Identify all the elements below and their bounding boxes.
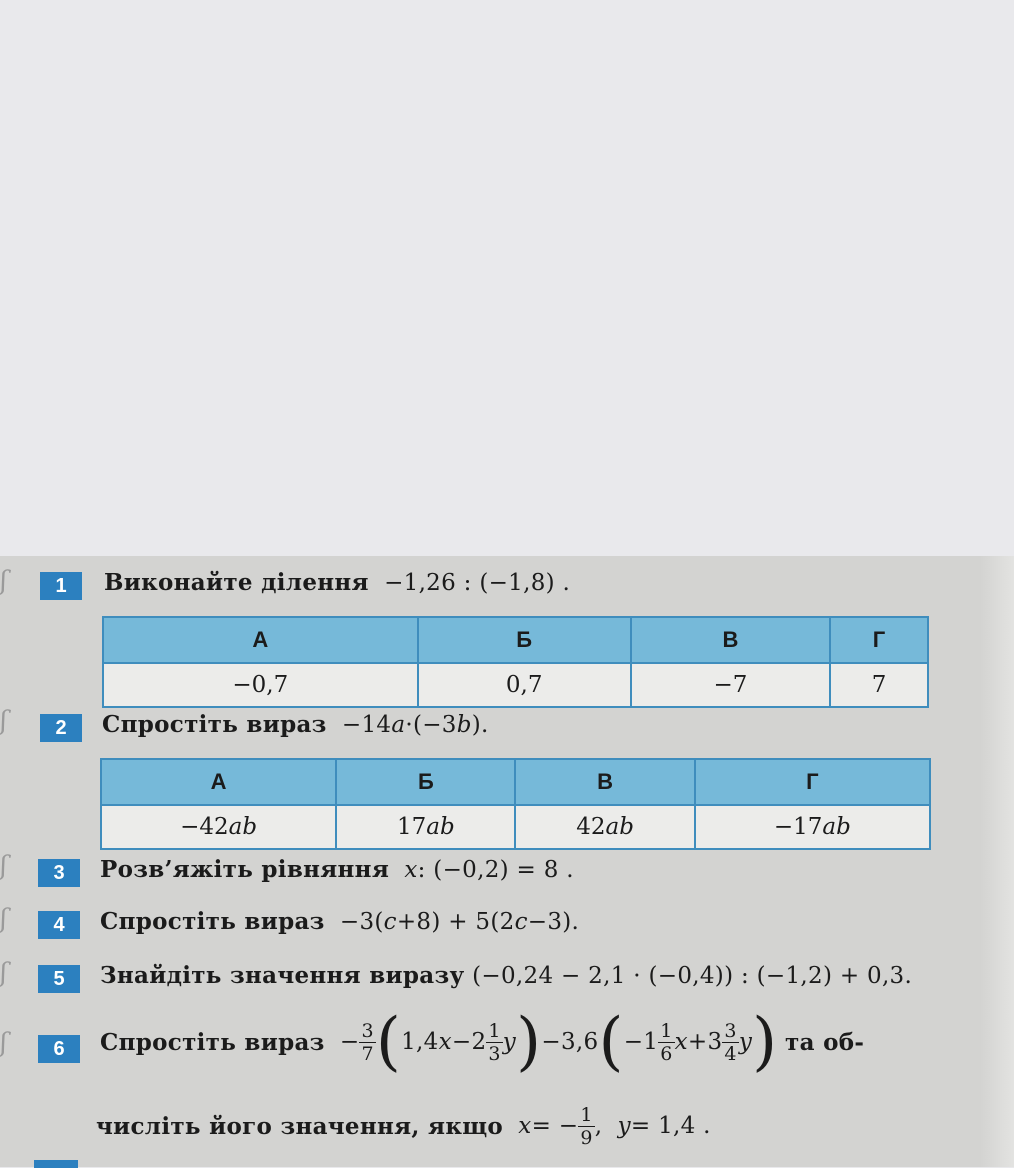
- pencil-mark-2: ʃ: [0, 706, 8, 736]
- task-5-label: Знайдіть значення виразу: [100, 962, 465, 989]
- task-2-label: Спростіть вираз: [102, 711, 327, 738]
- task-6-text: [100, 1004, 864, 1080]
- task-number-2: 2: [40, 714, 82, 742]
- task-number-6: 6: [38, 1035, 80, 1063]
- task-6-tail: та об-: [785, 1028, 865, 1056]
- task-number-5: 5: [38, 965, 80, 993]
- table1-answer-g[interactable]: 7: [830, 663, 928, 707]
- table1-answer-b[interactable]: 0,7: [418, 663, 631, 707]
- task-number-3: 3: [38, 859, 80, 887]
- task-1-expression: −1,26 : (−1,8) .: [384, 570, 571, 596]
- table2-header-v: В: [515, 759, 694, 805]
- task-4-expression: −3(c+8) + 5(2c−3).: [339, 909, 580, 935]
- task-number-1: 1: [40, 572, 82, 600]
- table1-header-v: В: [631, 617, 830, 663]
- table1-answer-v[interactable]: −7: [631, 663, 830, 707]
- pencil-mark-6: ʃ: [0, 1028, 8, 1058]
- pencil-mark-5: ʃ: [0, 958, 8, 988]
- table2-answer-b[interactable]: 17ab: [336, 805, 515, 849]
- table2-header-a: А: [101, 759, 336, 805]
- task-4-label: Спростіть вираз: [100, 908, 325, 935]
- answer-table-1: [102, 616, 929, 708]
- table2-answer-a[interactable]: −42ab: [101, 805, 336, 849]
- table1-header-b: Б: [418, 617, 631, 663]
- task-3-label: Розв’яжіть рівняння: [100, 856, 390, 883]
- table1-header-g: Г: [830, 617, 928, 663]
- table2-answer-g[interactable]: −17ab: [695, 805, 930, 849]
- textbook-page: [0, 556, 1014, 1167]
- table1-answer-a[interactable]: −0,7: [103, 663, 418, 707]
- task-6-line-2: [96, 1096, 711, 1156]
- task-2-text: [102, 711, 489, 738]
- task-6-condition-label: числіть його значення, якщо: [96, 1112, 504, 1140]
- task-6-condition: x = − $\frac{1}{9}$ , y = 1,4 .: [518, 1103, 711, 1149]
- answer-table-2: [100, 758, 931, 850]
- table2-answer-v[interactable]: 42ab: [515, 805, 694, 849]
- table1-header-a: А: [103, 617, 418, 663]
- table2-header-g: Г: [695, 759, 930, 805]
- pencil-mark-1: ʃ: [0, 566, 8, 596]
- task-5-expression: (−0,24 − 2,1 · (−0,4)) : (−1,2) + 0,3.: [472, 963, 913, 989]
- task-6-expression: − $\frac{3}{7}$ ( 1,4 x −2 $\frac{1}{3}$ y ) −3,6 ( −1 $\frac{1}{6}$ x +3 $\frac{3}{4}$ y ): [339, 1005, 778, 1079]
- task-3-expression: x: (−0,2) = 8 .: [404, 857, 574, 883]
- task-1-label: Виконайте ділення: [104, 569, 369, 596]
- task-4-text: [100, 908, 579, 935]
- pencil-mark-3: ʃ: [0, 851, 8, 881]
- task-number-4: 4: [38, 911, 80, 939]
- task-2-expression: −14a·(−3b).: [341, 712, 489, 738]
- task-3-text: [100, 856, 574, 883]
- table2-header-b: Б: [336, 759, 515, 805]
- pencil-mark-4: ʃ: [0, 904, 8, 934]
- task-5-text: [100, 962, 912, 989]
- task-1-text: [104, 569, 570, 596]
- task-6-label: Спростіть вираз: [100, 1028, 325, 1056]
